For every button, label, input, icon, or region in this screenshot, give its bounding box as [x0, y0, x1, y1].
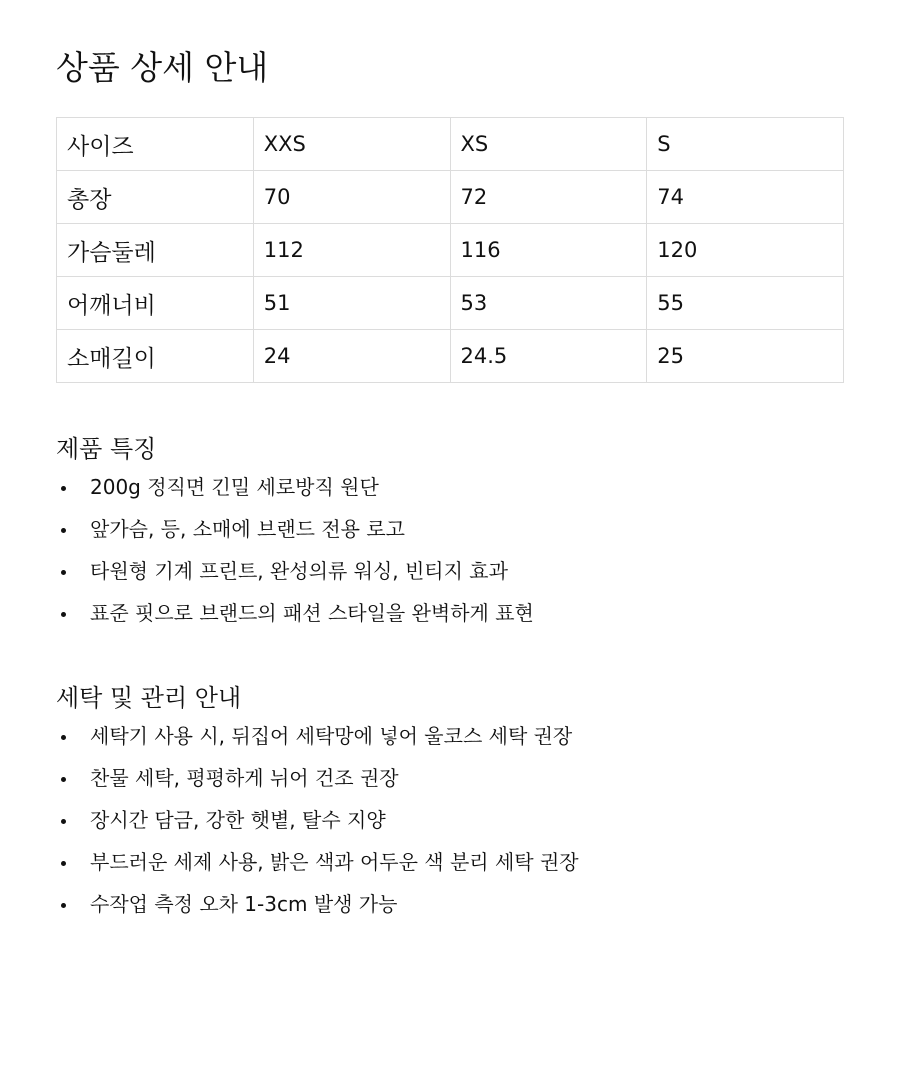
list-item-text: 찬물 세탁, 평평하게 뉘어 건조 권장 — [90, 766, 399, 790]
table-cell: 51 — [253, 277, 450, 330]
list-item — [56, 471, 844, 513]
table-row — [57, 277, 844, 330]
row-label-shoulder: 어깨너비 — [57, 277, 254, 330]
bullet-icon — [61, 570, 66, 575]
list-item — [56, 513, 844, 555]
list-item — [56, 846, 844, 888]
table-row — [57, 118, 844, 171]
list-item-text: 부드러운 세제 사용, 밝은 색과 어두운 색 분리 세탁 권장 — [90, 850, 579, 874]
table-cell: 116 — [450, 224, 647, 277]
list-item — [56, 762, 844, 804]
list-item-text: 200g 정직면 긴밀 세로방직 원단 — [90, 475, 379, 499]
row-label-chest: 가슴둘레 — [57, 224, 254, 277]
table-cell: 112 — [253, 224, 450, 277]
bullet-icon — [61, 528, 66, 533]
table-cell: S — [647, 118, 844, 171]
table-cell: 55 — [647, 277, 844, 330]
table-cell: XXS — [253, 118, 450, 171]
list-item — [56, 804, 844, 846]
table-cell: 25 — [647, 330, 844, 383]
table-cell: XS — [450, 118, 647, 171]
bullet-icon — [61, 735, 66, 740]
list-item-text: 표준 핏으로 브랜드의 패션 스타일을 완벽하게 표현 — [90, 601, 534, 625]
list-item — [56, 720, 844, 762]
list-item — [56, 888, 844, 930]
table-cell: 120 — [647, 224, 844, 277]
care-section — [56, 681, 844, 930]
page-title: 상품 상세 안내 — [56, 48, 269, 87]
row-label-length: 총장 — [57, 171, 254, 224]
product-detail-page — [56, 44, 844, 930]
features-section — [56, 432, 844, 639]
size-table — [56, 117, 844, 383]
table-cell: 70 — [253, 171, 450, 224]
table-row — [57, 171, 844, 224]
bullet-icon — [61, 486, 66, 491]
table-cell: 74 — [647, 171, 844, 224]
list-item-text: 타원형 기계 프린트, 완성의류 워싱, 빈티지 효과 — [90, 559, 508, 583]
bullet-icon — [61, 777, 66, 782]
features-list — [56, 471, 844, 639]
bullet-icon — [61, 819, 66, 824]
table-cell: 24 — [253, 330, 450, 383]
list-item-text: 수작업 측정 오차 1-3cm 발생 가능 — [90, 892, 398, 916]
table-cell: 72 — [450, 171, 647, 224]
table-cell: 53 — [450, 277, 647, 330]
row-label-sleeve: 소매길이 — [57, 330, 254, 383]
list-item-text: 앞가슴, 등, 소매에 브랜드 전용 로고 — [90, 517, 405, 541]
bullet-icon — [61, 612, 66, 617]
care-list — [56, 720, 844, 930]
bullet-icon — [61, 861, 66, 866]
list-item — [56, 597, 844, 639]
list-item-text: 장시간 담금, 강한 햇볕, 탈수 지양 — [90, 808, 386, 832]
list-item-text: 세탁기 사용 시, 뒤집어 세탁망에 넣어 울코스 세탁 권장 — [90, 724, 573, 748]
table-cell: 24.5 — [450, 330, 647, 383]
row-label-size: 사이즈 — [57, 118, 254, 171]
table-row — [57, 224, 844, 277]
bullet-icon — [61, 903, 66, 908]
table-row — [57, 330, 844, 383]
features-title: 제품 특징 — [56, 435, 157, 463]
care-title: 세탁 및 관리 안내 — [56, 684, 242, 712]
list-item — [56, 555, 844, 597]
